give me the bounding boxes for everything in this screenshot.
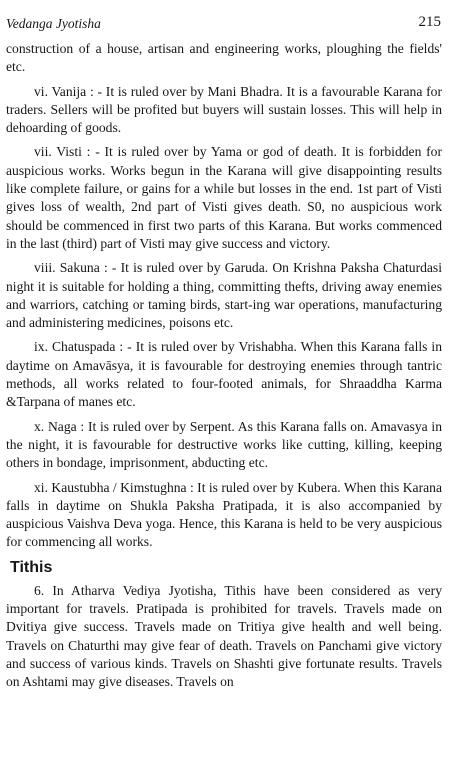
page-number: 215	[418, 14, 441, 30]
running-title: Vedanga Jyotisha	[6, 16, 101, 31]
paragraph-continuation: construction of a house, artisan and engineering works, ploughing the fields' etc.	[6, 41, 442, 75]
paragraph-kaustubha: xi. Kaustubha / Kimstughna : It is ruled over by Kubera. When this Karana falls in daytime on Shukla Paksha Pratipada, it is also accompanied by auspicious Vaishva Deva yoga. Hence, this Karana is held to be very auspicious for commencing all works.	[6, 479, 442, 550]
paragraph-chatuspada: ix. Chatuspada : - It is ruled over by Vrishabha. When this Karana falls in daytime on Amavāsya, it is favourable for destroying enemies through tantric methods, all works related to four-footed animals, for Shraaddha Karma &Tarpana of manes etc.	[6, 339, 442, 410]
paragraph-vanija: vi. Vanija : - It is ruled over by Mani Bhadra. It is a favourable Karana for traders. Sellers will be profited but buyers will sustain losses. This will help in dehoarding of goods.	[6, 83, 442, 136]
section-heading: Tithis	[10, 558, 53, 576]
page-header	[6, 16, 441, 36]
paragraph-tithis: 6. In Atharva Vediya Jyotisha, Tithis have been considered as very important for travels. Pratipada is prohibited for travels. Travels made on Dvitiya give success. Travels made on Tritiya give health and well being. Travels on Chaturthi may give fear of death. Travels on Panchami give victory and success of various kinds. Travels on Shashti give fortunate results. Travels on Ashtami may give diseases. Travels on	[6, 582, 442, 690]
paragraph-naga: x. Naga : It is ruled over by Serpent. As this Karana falls on. Amavasya in the night, it is favourable for destructive works like cutting, killing, keeping others in bondage, imprisonment, abducting etc.	[6, 418, 442, 471]
page-body	[6, 40, 442, 698]
paragraph-sakuna: viii. Sakuna : - It is ruled over by Garuda. On Krishna Paksha Chaturdasi night it is suitable for holding a thing, committing thefts, driving away enemies and warriors, catching or taming birds, start-ing war operations, manufacturing and administering medicines, poisons etc.	[6, 260, 442, 331]
paragraph-visti: vii. Visti : - It is ruled over by Yama or god of death. It is forbidden for auspicious works. Works begun in the Karana will give disappointing results like complete failure, or gains for a while but losses in the end. 1st part of Visti gives loss of wealth, 2nd part of Visti gives death. S0, no auspicious work should be commenced in first two parts of this Karana. But works commenced in the last (third) part of Visti may give success and victory.	[6, 144, 442, 251]
